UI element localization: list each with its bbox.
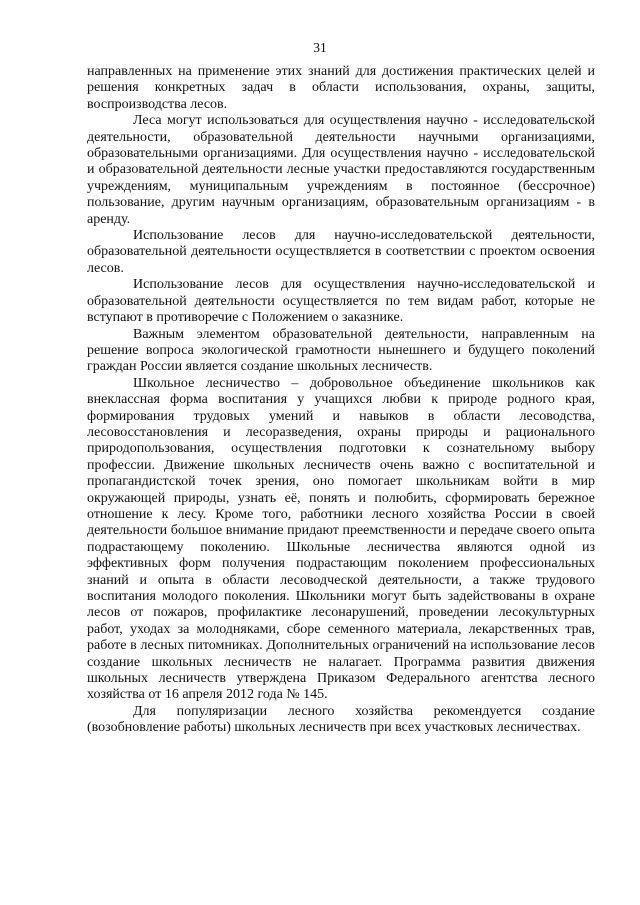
page-number: 31 bbox=[313, 40, 327, 55]
paragraph-school-forestries-importance: Важным элементом образовательной деятельности, направленным на решение вопроса экологической грамотности нынешнего и будущего поколений граждан России является создание школьных лесничеств. bbox=[87, 326, 595, 375]
paragraph-forest-development-project: Использование лесов для научно-исследовательской деятельности, образовательной деятельности осуществляется в соответствии с проектом освоения лесов. bbox=[87, 228, 595, 276]
paragraph-continuation: направленных на применение этих знаний для достижения практических целей и решения конкретных задач в области использования, охраны, защиты, воспроизводства лесов. bbox=[87, 64, 595, 112]
paragraph-popularization: Для популяризации лесного хозяйства рекомендуется создание (возобновление работы) школьных лесничеств при всех участковых лесничествах. bbox=[87, 703, 595, 736]
paragraph-school-forestry-definition: Школьное лесничество – добровольное объединение школьников как внеклассная форма воспитания у учащихся любви к природе родного края, формирования трудовых умений и навыков в области лесоводства, лесовосстановления и лесоразведения, охраны природы и рационального природопользования, осуществления подготовки к сознательному выбору профессии. Движение школьных лесничеств очень важно с воспитательной и пропагандистской точек зрения, оно помогает школьникам войти в мир окружающей природы, узнать её, понять и полюбить, сформировать бережное отношение к лесу. Кроме того, работники лесного хозяйства России в своей деятельности большое внимание придают преемственности и передаче своего опыта подрастающему поколению. Школьные лесничества являются одной из эффективных форм получения подрастающим поколением профессиональных знаний и опыта в области лесоводческой деятельности, а также трудового воспитания молодого поколения. Школьники могут быть задействованы в охране лесов от пожаров, профилактике лесонарушений, проведении лесокультурных работ, уходах за молодняками, сборе семенного материала, лекарственных трав, работе в лесных питомниках. Дополнительных ограничений на использование лесов создание школьных лесничеств не налагает. Программа развития движения школьных лесничеств утверждена Приказом Федерального агентства лесного хозяйства от 16 апреля 2012 года № 145. bbox=[87, 375, 595, 703]
paragraph-reserve-regulation: Использование лесов для осуществления научно-исследовательской и образовательной деятельности осуществляется по тем видам работ, которые не вступают в противоречие с Положением о заказнике. bbox=[87, 277, 595, 326]
document-body bbox=[87, 64, 595, 737]
paragraph-research-use: Леса могут использоваться для осуществления научно - исследовательской деятельности, образовательной деятельности научными организациями, образовательными организациями. Для осуществления научно - исследовательской и образовательной деятельности лесные участки предоставляются государственным учреждениям, муниципальным учреждениям в постоянное (бессрочное) пользование, другим научным организациям, образовательным организациям - в аренду. bbox=[87, 113, 595, 227]
